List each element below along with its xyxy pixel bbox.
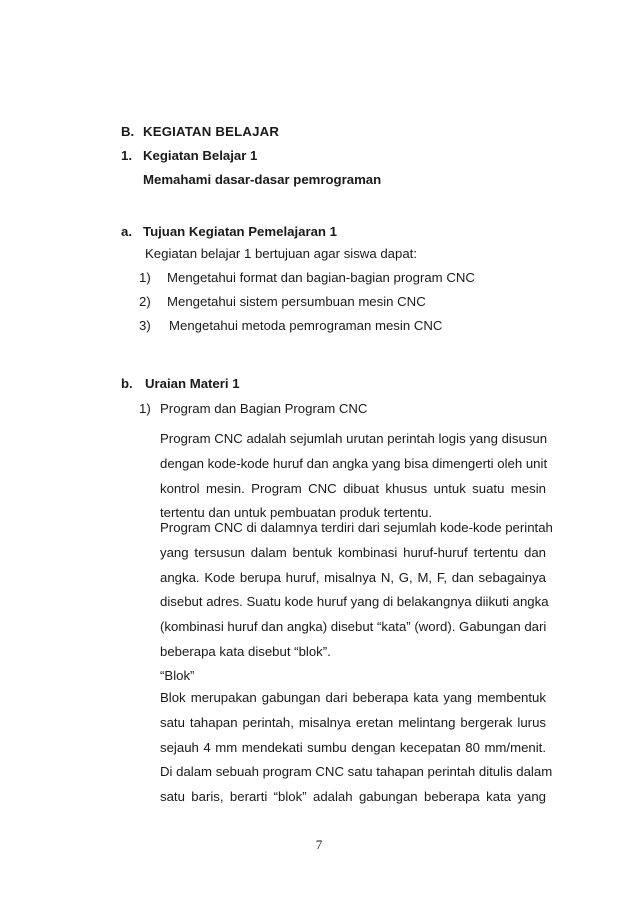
paragraph-1 bbox=[160, 427, 546, 526]
tujuan-item-text: Mengetahui format dan bagian-bagian program CNC bbox=[167, 270, 475, 285]
uraian-letter: b. bbox=[121, 376, 133, 391]
paragraph-line: yang tersusun dalam bentuk kombinasi huruf-huruf tertentu dan bbox=[160, 544, 546, 560]
paragraph-line: Program CNC adalah sejumlah urutan perintah logis yang disusun bbox=[160, 431, 548, 446]
page-number: 7 bbox=[315, 837, 323, 852]
blok-heading: “Blok” bbox=[160, 668, 195, 683]
paragraph-line: tertentu dan untuk pembuatan produk tertentu. bbox=[160, 505, 432, 521]
paragraph-line: Program CNC di dalamnya terdiri dari sejumlah kode-kode perintah bbox=[160, 520, 553, 535]
paragraph-line: Blok merupakan gabungan dari beberapa kata yang membentuk bbox=[160, 690, 546, 705]
paragraph-line: beberapa kata disebut “blok”. bbox=[160, 643, 331, 659]
kb1-number: 1. bbox=[121, 148, 132, 163]
paragraph-3 bbox=[160, 686, 553, 810]
paragraph-line: disebut adres. Suatu kode huruf yang di belakangnya diikuti angka bbox=[160, 594, 549, 610]
section-b-title: KEGIATAN BELAJAR bbox=[143, 124, 280, 139]
tujuan-title: Tujuan Kegiatan Pemelajaran 1 bbox=[143, 224, 337, 239]
uraian-title: Uraian Materi 1 bbox=[145, 376, 240, 391]
paragraph-line: angka. Kode berupa huruf, misalnya N, G, M, F, dan sebagainya bbox=[160, 569, 546, 585]
tujuan-item-text: Mengetahui metoda pemrograman mesin CNC bbox=[169, 318, 443, 333]
paragraph-line: Di dalam sebuah program CNC satu tahapan perintah ditulis dalam bbox=[160, 764, 553, 780]
kb1-subtitle: Memahami dasar-dasar pemrograman bbox=[143, 172, 382, 187]
kb1-title: Kegiatan Belajar 1 bbox=[143, 148, 258, 163]
paragraph-line: satu tahapan perintah, misalnya eretan melintang bergerak lurus bbox=[160, 714, 546, 730]
paragraph-2 bbox=[160, 516, 553, 665]
paragraph-line: kontrol mesin. Program CNC dibuat khusus untuk suatu mesin bbox=[160, 480, 546, 496]
tujuan-item-num: 3) bbox=[139, 318, 151, 333]
paragraph-line: dengan kode-kode huruf dan angka yang bisa dimengerti oleh unit bbox=[160, 455, 548, 471]
tujuan-item-text: Mengetahui sistem persumbuan mesin CNC bbox=[167, 294, 426, 309]
paragraph-line: (kombinasi huruf dan angka) disebut “kata” (word). Gabungan dari bbox=[160, 619, 547, 635]
uraian-sub-title: Program dan Bagian Program CNC bbox=[160, 401, 368, 416]
tujuan-intro: Kegiatan belajar 1 bertujuan agar siswa dapat: bbox=[145, 246, 417, 261]
uraian-sub-num: 1) bbox=[139, 401, 151, 416]
tujuan-item-num: 1) bbox=[139, 270, 151, 285]
paragraph-line: sejauh 4 mm mendekati sumbu dengan kecepatan 80 mm/menit. bbox=[160, 739, 546, 755]
tujuan-item-num: 2) bbox=[139, 294, 151, 309]
paragraph-line: satu baris, berarti “blok” adalah gabungan beberapa kata yang bbox=[160, 789, 546, 805]
section-b-letter: B. bbox=[121, 124, 135, 139]
tujuan-letter: a. bbox=[121, 224, 132, 239]
